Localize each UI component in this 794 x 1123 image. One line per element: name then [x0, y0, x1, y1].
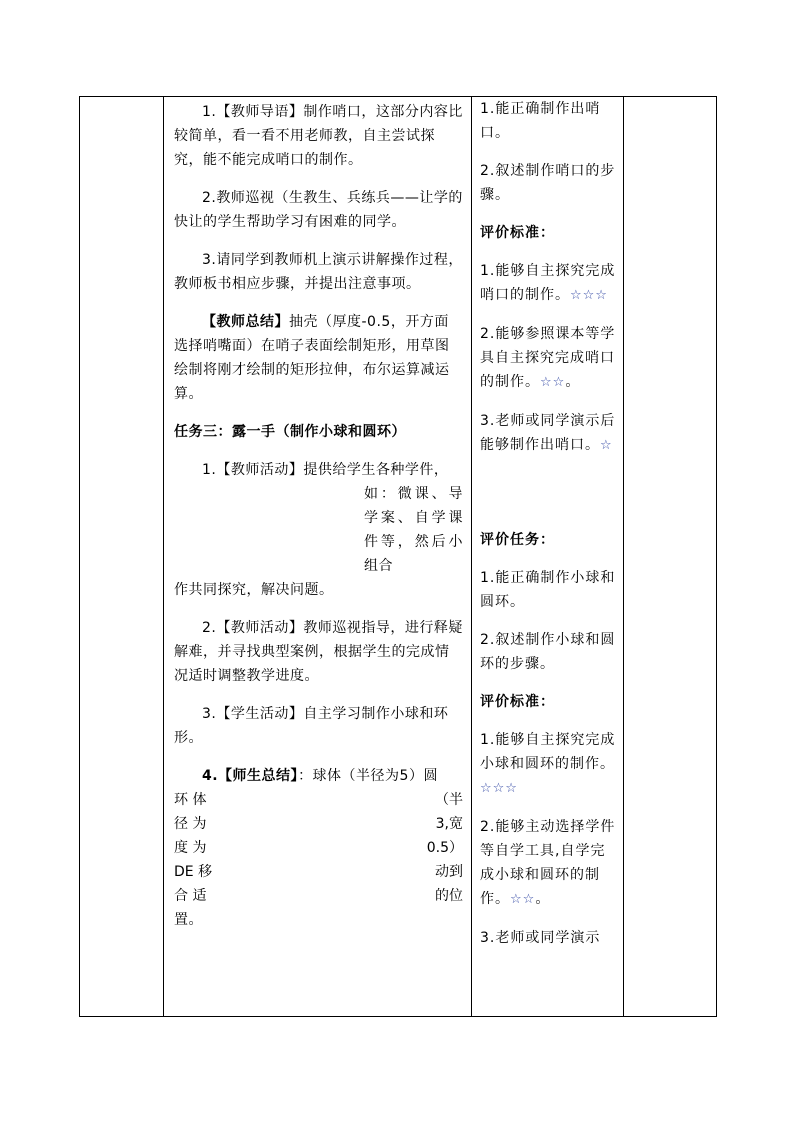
- eval-standard-heading: 评价标准：: [480, 225, 555, 241]
- task3-paragraph-4: [174, 764, 463, 788]
- task3-paragraph-3: 3.【学生活动】自主学习制作小球和环形。: [174, 706, 449, 746]
- eval-task-1: 1.能正确制作小球和圆环。: [480, 570, 616, 610]
- paragraph-student-demo: 3.请同学到教师机上演示讲解操作过程，教师板书相应步骤，并提出注意事项。: [174, 252, 463, 292]
- eval-standard-b2: [480, 815, 619, 912]
- grid-cell: 径 为: [174, 816, 207, 832]
- grid-cell: DE 移: [174, 864, 213, 880]
- task3-last-line: 置。: [174, 912, 203, 928]
- paragraph-teacher-summary: [174, 310, 463, 406]
- star-rating-icon: ☆: [600, 438, 613, 453]
- lesson-table: [79, 96, 717, 1017]
- task3-paragraph-2: 2.【教师活动】教师巡视指导，进行释疑解难，并寻找典型案例，根据学生的完成情况适时调整教学进度。: [174, 620, 463, 684]
- eval-standard-b3: 3.老师或同学演示: [480, 930, 601, 946]
- evaluation-cell: [472, 97, 624, 1017]
- eval-standard-1: [480, 259, 619, 308]
- star-rating-icon: ☆☆☆: [570, 288, 608, 303]
- justified-text-grid: [174, 788, 463, 908]
- paragraph-teacher-guide: 1.【教师导语】制作哨口，这部分内容比较简单，看一看不用老师教，自主尝试探究，能不能完成哨口的制作。: [174, 104, 463, 168]
- eval-standard-heading-2: 评价标准：: [480, 694, 555, 710]
- eval-standard-3: [480, 409, 619, 458]
- standard-text: 3.老师或同学演示后能够制作出哨口。: [480, 413, 616, 453]
- grid-cell: 的位: [435, 888, 463, 904]
- eval-item-2: 2.叙述制作哨口的步骤。: [480, 163, 616, 203]
- right-column-cell: [624, 97, 717, 1017]
- standard-end: 。: [535, 891, 551, 907]
- teaching-process-cell: [164, 97, 472, 1017]
- grid-cell: 0.5）: [426, 840, 463, 856]
- grid-cell: 度 为: [174, 840, 207, 856]
- eval-task-2: 2.叙述制作小球和圆环的步骤。: [480, 632, 616, 672]
- grid-cell: 动到: [435, 864, 463, 880]
- eval-standard-2: [480, 322, 619, 395]
- standard-text: 2.能够参照课本等学具自主探究完成哨口的制作。: [480, 326, 616, 390]
- left-column-cell: [80, 97, 164, 1017]
- task3-paragraph-1c: 作共同探究，解决问题。: [174, 582, 334, 598]
- grid-cell: 环 体: [174, 792, 207, 808]
- standard-text: 1.能够自主探究完成哨口的制作。: [480, 263, 616, 303]
- eval-standard-b1: [480, 728, 619, 801]
- standard-text: 2.能够主动选择学件等自学工具,自学完成小球和圆环的制作。: [480, 819, 616, 907]
- star-rating-icon: ☆☆: [540, 375, 566, 390]
- eval-task-heading: 评价任务：: [480, 532, 555, 548]
- standard-end: 。: [565, 374, 581, 390]
- star-rating-icon: ☆☆: [510, 892, 536, 907]
- grid-cell: 合 适: [174, 888, 207, 904]
- grid-cell: 3,宽: [435, 816, 463, 832]
- summary-text-2: ：球体（半径为5）圆: [298, 768, 438, 784]
- summary-label: 【教师总结】: [202, 314, 289, 330]
- task3-heading: 任务三：露一手（制作小球和圆环）: [174, 424, 406, 440]
- summary-label-2: 4.【师生总结】: [202, 768, 299, 784]
- standard-text: 1.能够自主探究完成小球和圆环的制作。: [480, 732, 616, 772]
- grid-cell: （半: [435, 792, 463, 808]
- task3-paragraph-1b: 如：微课、导学案、自学课件等，然后小组合: [364, 486, 463, 574]
- summary-text: 抽壳（厚度-0.5，开方面选择哨嘴面）在哨子表面绘制矩形，用草图绘制将刚才绘制的矩形拉伸，布尔运算减运算。: [174, 314, 450, 402]
- task3-paragraph-1a: 1.【教师活动】提供给学生各种学件，: [202, 462, 449, 478]
- star-rating-icon: ☆☆☆: [480, 781, 518, 796]
- eval-item-1: 1.能正确制作出哨口。: [480, 101, 601, 141]
- paragraph-teacher-patrol: 2.教师巡视（生教生、兵练兵——让学的快让的学生帮助学习有困难的同学。: [174, 190, 463, 230]
